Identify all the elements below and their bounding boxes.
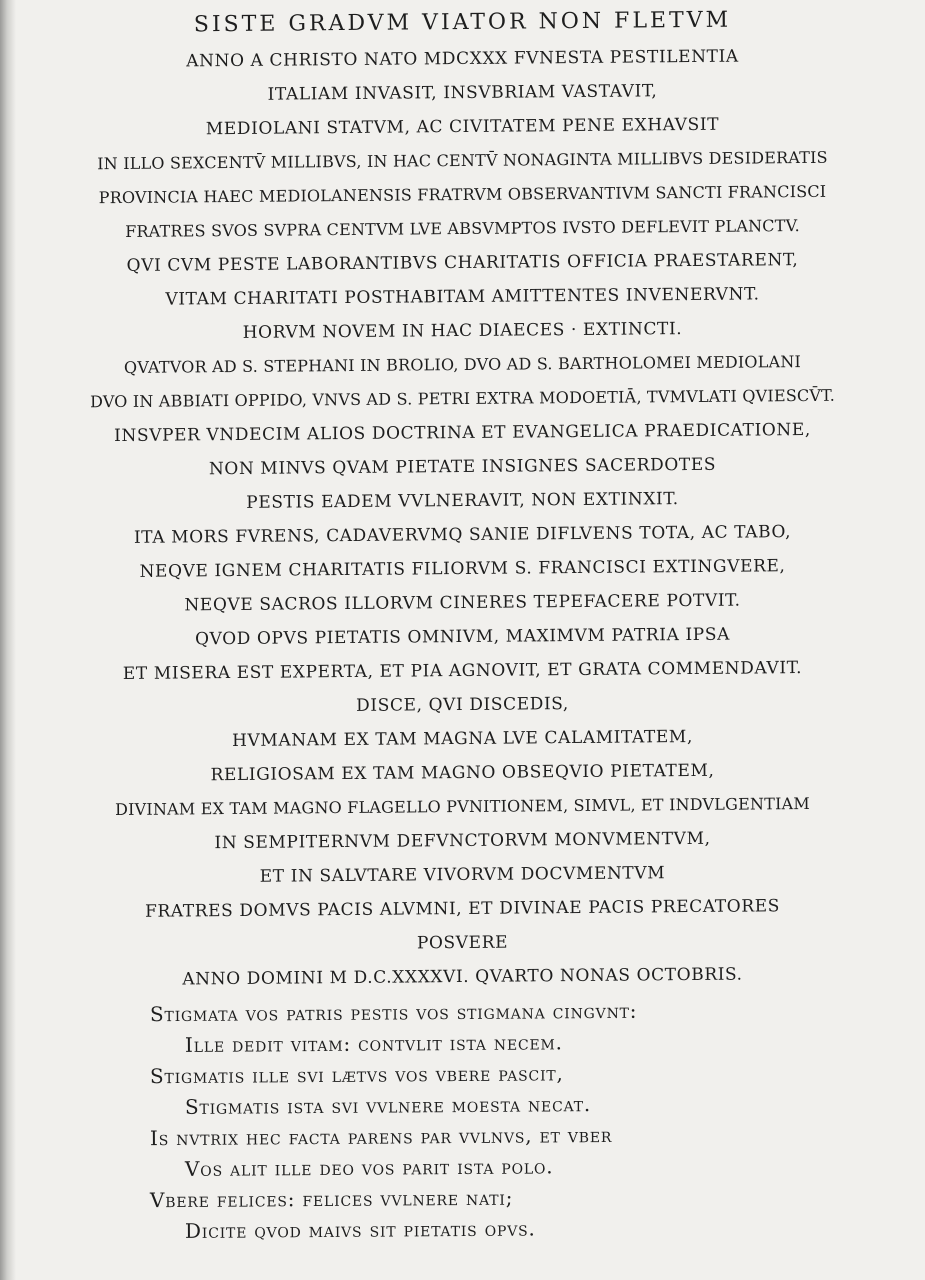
memorial-inscription: [0, 4, 925, 994]
inscription-line: PROVINCIA HAEC MEDIOLANENSIS FRATRVM OBSERVANTIVM SANCTI FRANCISCI: [98, 181, 827, 208]
epigram-line: Stigmatis ille svi lætvs vos vbere pascit,: [149, 1061, 564, 1089]
epigram-line: Stigmatis ista svi vvlnere moesta necat.: [184, 1092, 592, 1119]
epigram-line: Dicite qvod maivs sit pietatis opvs.: [184, 1216, 536, 1243]
inscription-line: ITA MORS FVRENS, CADAVERVMQ SANIE DIFLVENS TOTA, AC TABO,: [133, 522, 792, 548]
inscription-line: QVI CVM PESTE LABORANTIBVS CHARITATIS OFFICIA PRAESTARENT,: [126, 250, 799, 276]
epigram-line: Vos alit ille deo vos parit ista polo.: [184, 1154, 554, 1181]
inscription-line: PESTIS EADEM VVLNERAVIT, NON EXTINXIT.: [246, 489, 679, 513]
inscription-line: NEQVE IGNEM CHARITATIS FILIORVM S. FRANCISCI EXTINGVERE,: [139, 556, 786, 582]
epigram-verses: [0, 997, 925, 1245]
inscription-line: NON MINVS QVAM PIETATE INSIGNES SACERDOTES: [208, 454, 717, 480]
inscription-line: DIVINAM EX TAM MAGNO FLAGELLO PVNITIONEM, SIMVL, ET INDVLGENTIAM: [115, 793, 810, 820]
inscription-line: ET IN SALVTARE VIVORVM DOCVMENTVM: [259, 863, 666, 887]
inscription-line: RELIGIOSAM EX TAM MAGNO OBSEQVIO PIETATEM,: [210, 760, 715, 786]
inscription-line: IN SEMPITERNVM DEFVNCTORVM MONVMENTVM,: [214, 828, 711, 854]
inscription-date: ANNO DOMINI M D.C.XXXXVI. QVARTO NONAS OCTOBRIS.: [182, 964, 743, 990]
epigram-line: Is nvtrix hec facta parens par vvlnvs, et vber: [149, 1122, 613, 1151]
inscription-line: INSVPER VNDECIM ALIOS DOCTRINA ET EVANGELICA PRAEDICATIONE,: [114, 419, 811, 447]
inscription-line: NEQVE SACROS ILLORVM CINERES TEPEFACERE POTVIT.: [184, 590, 741, 616]
inscription-line: HVMANAM EX TAM MAGNA LVE CALAMITATEM,: [231, 726, 694, 752]
inscription-line: DVO IN ABBIATI OPPIDO, VNVS AD S. PETRI EXTRA MODOETIĀ, TVMVLATI QVIESCV̄T.: [89, 385, 836, 412]
inscription-line: ANNO A CHRISTO NATO MDCXXX FVNESTA PESTILENTIA: [186, 46, 739, 72]
inscription-line: POSVERE: [416, 932, 509, 954]
inscription-line: IN ILLO SEXCENTV̄ MILLIBVS, IN HAC CENTV̄ NONAGINTA MILLIBVS DESIDERATIS: [97, 147, 828, 174]
inscription-line: FRATRES SVOS SVPRA CENTVM LVE ABSVMPTOS IVSTO DEFLEVIT PLANCTV.: [125, 216, 800, 241]
epigram-line: Ille dedit vitam: contvlit ista necem.: [184, 1030, 563, 1057]
inscription-line: ET MISERA EST EXPERTA, ET PIA AGNOVIT, ET GRATA COMMENDAVIT.: [122, 658, 803, 684]
inscription-line: ITALIAM INVASIT, INSVBRIAM VASTAVIT,: [267, 81, 658, 105]
inscription-line: QVOD OPVS PIETATIS OMNIVM, MAXIMVM PATRIA IPSA: [194, 624, 731, 650]
inscription-line: VITAM CHARITATI POSTHABITAM AMITTENTES INVENERVNT.: [165, 284, 760, 310]
inscription-line: MEDIOLANI STATVM, AC CIVITATEM PENE EXHAVSIT: [205, 114, 720, 140]
inscription-line: FRATRES DOMVS PACIS ALVMNI, ET DIVINAE PACIS PRECATORES: [144, 896, 781, 922]
epigram-line: Vbere felices: felices vvlnere nati;: [149, 1185, 514, 1213]
inscription-line: DISCE, QVI DISCEDIS,: [356, 694, 569, 716]
epigram-line: Stigmata vos patris pestis vos stigmana cingvnt:: [149, 998, 638, 1027]
inscription-line: HORVM NOVEM IN HAC DIAECES · EXTINCTI.: [242, 319, 683, 343]
inscription-line: QVATVOR AD S. STEPHANI IN BROLIO, DVO AD S. BARTHOLOMEI MEDIOLANI: [123, 352, 802, 377]
inscription-title: SISTE GRADVM VIATOR NON FLETVM: [193, 7, 732, 38]
